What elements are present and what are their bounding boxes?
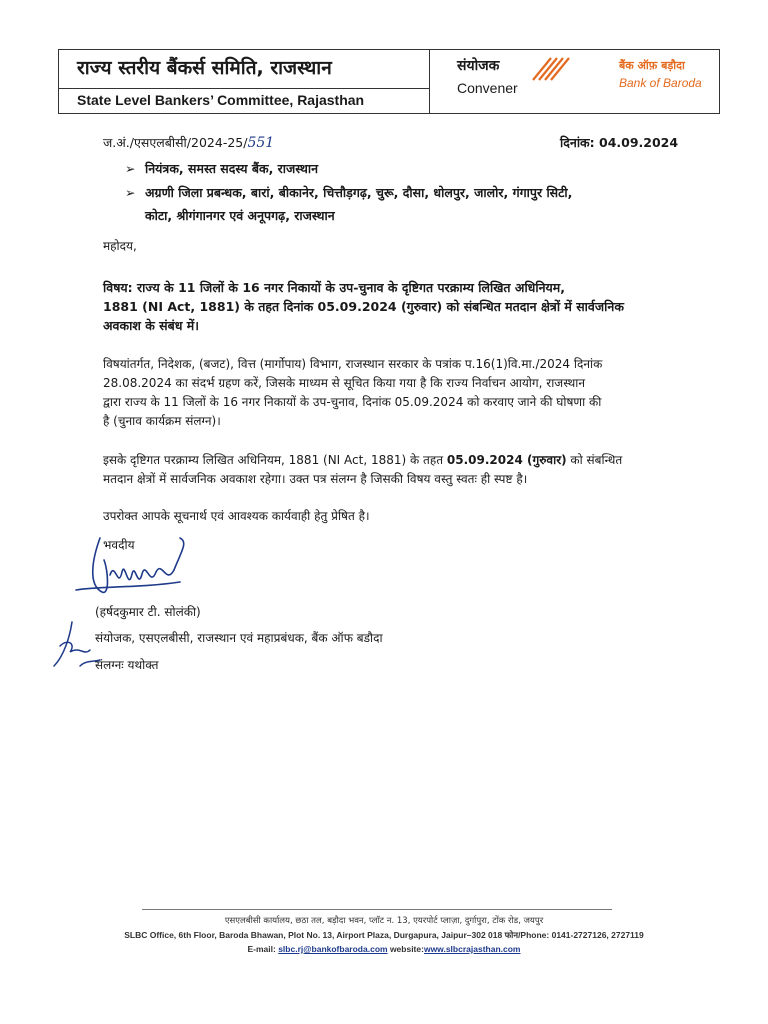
reference-handwritten-number: 551 xyxy=(247,135,275,151)
paragraph-text: इसके दृष्टिगत परक्राम्य लिखित अधिनियम, 1881 (NI Act, 1881) के तहत xyxy=(103,453,447,467)
letterhead-divider xyxy=(429,50,430,113)
committee-name-hindi: राज्य स्तरीय बैंकर्स समिति, राजस्थान xyxy=(77,57,332,79)
committee-name-english: State Level Bankers’ Committee, Rajasthan xyxy=(77,92,365,108)
bullet-arrow-icon: ➢ xyxy=(125,185,136,200)
signature-image xyxy=(70,530,200,610)
reference-number xyxy=(103,134,274,151)
recipient-text: नियंत्रक, समस्त सदस्य बैंक, राजस्थान xyxy=(145,161,319,176)
paragraph-text: को संबन्धित xyxy=(566,453,623,467)
signatory-designation: संयोजक, एसएलबीसी, राजस्थान एवं महाप्रबंधक, बैंक ऑफ बडौदा xyxy=(95,631,383,645)
closing: भवदीय xyxy=(103,538,135,552)
body-paragraph-line: उपरोक्त आपके सूचनार्थ एवं आवश्यक कार्यवाही हेतु प्रेषित है। xyxy=(103,509,370,523)
letter-date: दिनांक: 04.09.2024 xyxy=(560,135,679,150)
footer-contact xyxy=(0,944,768,954)
email-label: E-mail: xyxy=(247,944,279,954)
bank-of-baroda-logo-icon xyxy=(529,54,571,84)
body-paragraph-line: मतदान क्षेत्रों में सार्वजनिक अवकाश रहेगा। उक्त पत्र संलग्न है जिसकी विषय वस्तु स्वतः ही स्पष्ट है। xyxy=(103,472,528,486)
subject-line: अवकाश के संबंध में। xyxy=(103,318,199,333)
body-paragraph-line xyxy=(103,452,622,469)
convener-label-hindi: संयोजक xyxy=(457,58,500,74)
enclosure-note: संलग्नः यथोक्त xyxy=(95,658,159,672)
recipient-item xyxy=(125,184,572,201)
bullet-arrow-icon: ➢ xyxy=(125,161,136,176)
subject-line: 1881 (NI Act, 1881) के तहत दिनांक 05.09.2024 (गुरुवार) को संबन्धित मतदान क्षेत्रों में सार्वजनिक xyxy=(103,299,624,314)
letterhead-box xyxy=(58,49,720,114)
letterhead-underline xyxy=(59,88,429,89)
convener-label-english: Convener xyxy=(457,80,518,96)
subject-line: विषय: राज्य के 11 जिलों के 16 नगर निकायों के उप-चुनाव के दृष्टिगत परक्राम्य लिखित अधिनियम, xyxy=(103,280,566,295)
footer-divider xyxy=(142,909,612,910)
body-paragraph-line: 28.08.2024 का संदर्भ ग्रहण करें, जिसके माध्यम से सूचित किया गया है कि राज्य निर्वाचन आयोग, राजस्थान xyxy=(103,376,586,390)
bank-name-english: Bank of Baroda xyxy=(619,76,702,90)
body-paragraph-line: है (चुनाव कार्यक्रम संलग्न)। xyxy=(103,414,221,428)
reference-prefix: ज.अं./एसएलबीसी/2024-25/ xyxy=(103,135,248,150)
footer-address-english: SLBC Office, 6th Floor, Baroda Bhawan, Plot No. 13, Airport Plaza, Durgapura, Jaipur–302 018 फोन/Phone: 0141-2727126, 2727119 xyxy=(124,930,644,940)
signatory-name: (हर्षदकुमार टी. सोलंकी) xyxy=(95,605,201,619)
website-link[interactable]: www.slbcrajasthan.com xyxy=(423,944,521,954)
recipient-continuation: कोटा, श्रीगंगानगर एवं अनूपगढ़, राजस्थान xyxy=(145,208,335,223)
footer-address-hindi: एसएलबीसी कार्यालय, छठा तल, बड़ौदा भवन, प्लॉट न. 13, एयरपोर्ट प्लाज़ा, दुर्गापुरा, टोंक रोड, जयपुर xyxy=(224,916,544,926)
body-paragraph-line: द्वारा राज्य के 11 जिलों के 16 नगर निकायों के उप-चुनाव, दिनांक 05.09.2024 को करवाए जाने की घोषणा की xyxy=(103,395,602,409)
recipient-text: अग्रणी जिला प्रबन्धक, बारां, बीकानेर, चित्तौड़गढ़, चुरू, दौसा, धोलपुर, जालोर, गंगापुर सिटी, xyxy=(145,185,573,200)
recipient-item xyxy=(125,160,318,177)
website-label: website: xyxy=(387,944,424,954)
holiday-date: 05.09.2024 (गुरुवार) xyxy=(446,453,567,467)
salutation: महोदय, xyxy=(103,239,137,253)
body-paragraph-line: विषयांतर्गत, निदेशक, (बजट), वित्त (मार्गोपाय) विभाग, राजस्थान सरकार के पत्रांक प.16(1)वि.मा./2024 दिनांक xyxy=(103,357,603,371)
email-link[interactable]: slbc.rj@bankofbaroda.com xyxy=(278,944,388,954)
bank-name-hindi: बैंक ऑफ़ बड़ौदा xyxy=(619,59,685,72)
